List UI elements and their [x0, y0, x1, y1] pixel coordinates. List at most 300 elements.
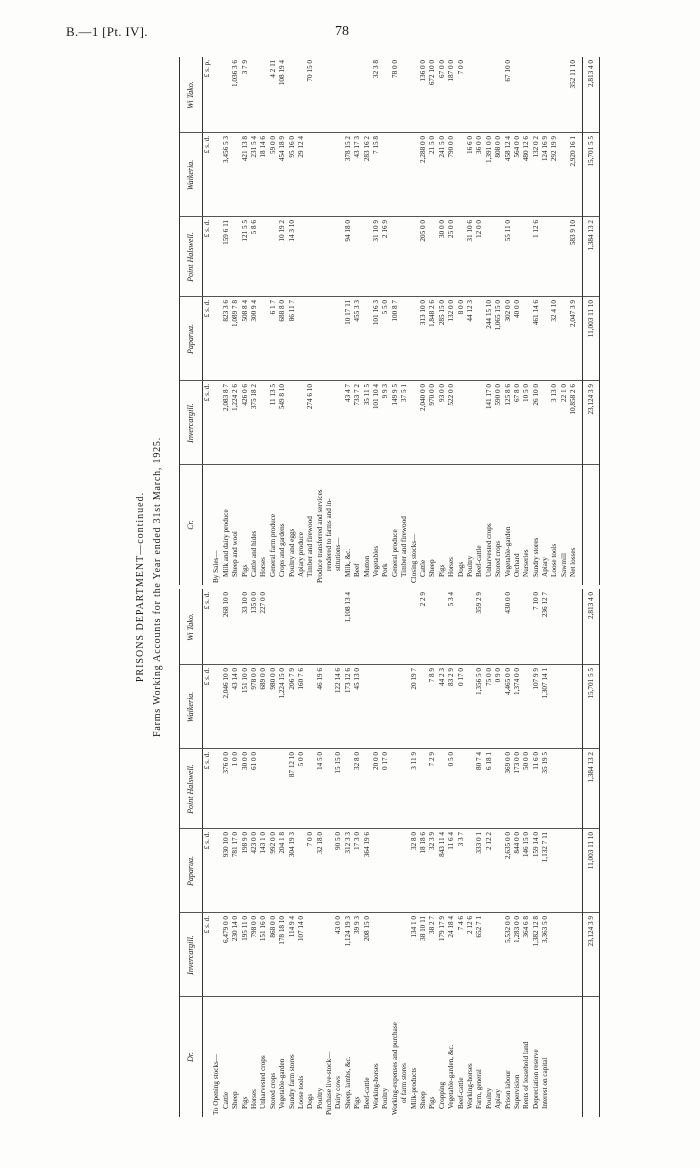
cell-value: 980 0 0 — [268, 668, 277, 690]
cell-value: 195 11 0 — [240, 916, 249, 941]
cell-value: 2,040 0 0 — [418, 384, 427, 411]
row-label: Unharvested crops — [259, 1055, 268, 1109]
cell-value: 86 11 7 — [287, 300, 296, 322]
cell-value: 7 10 0 — [531, 592, 540, 610]
cell-value: 564 0 0 — [512, 136, 521, 158]
cell-value: 206 7 9 — [287, 668, 296, 690]
cell-value: 108 19 4 — [278, 60, 287, 86]
cell-value: 1,089 7 8 — [231, 300, 240, 327]
cell-value: 14 5 0 — [315, 752, 324, 770]
table-row — [428, 589, 437, 1117]
units-row — [203, 57, 212, 585]
cell-value: 101 16 3 — [372, 300, 381, 326]
cell-value: 6 18 1 — [484, 752, 493, 770]
table-row — [241, 57, 250, 585]
cell-value: 160 7 6 — [296, 668, 305, 690]
cell-value: 5 5 0 — [381, 300, 390, 315]
cell-value: 36 0 0 — [475, 136, 484, 154]
row-label: Poultry and eggs — [287, 528, 296, 577]
cell-value: 376 0 0 — [221, 752, 230, 774]
total-value: 11,003 11 10 — [587, 300, 595, 338]
cell-value: 14 3 10 — [287, 220, 296, 242]
cell-value: 11 6 0 — [531, 752, 540, 770]
cell-value: 125 8 6 — [503, 384, 512, 406]
unit-label: £ s. d. — [203, 916, 211, 934]
cell-value: 970 0 0 — [428, 384, 437, 406]
cell-value: 44 2 3 — [437, 668, 446, 686]
cell-value: 1,108 13 4 — [343, 592, 352, 623]
cell-value: 930 10 0 — [221, 832, 230, 858]
cell-value: 236 12 7 — [541, 592, 550, 618]
cell-value: 1 12 6 — [531, 220, 540, 238]
row-label: rendered to farms and in- — [325, 498, 334, 571]
table-row — [269, 57, 278, 585]
cell-value: 733 7 2 — [353, 384, 362, 406]
cell-value: 1,065 15 0 — [494, 300, 503, 331]
cell-value: 20 19 7 — [409, 668, 418, 690]
table-row — [504, 57, 513, 585]
cell-value: 107 9 9 — [531, 668, 540, 690]
cell-value: 798 0 0 — [249, 916, 258, 938]
row-label: Depreciation reserve — [531, 1049, 540, 1109]
table-row — [400, 57, 409, 585]
table-row — [532, 57, 541, 585]
row-label: Orchard — [512, 553, 521, 577]
table-row — [222, 589, 231, 1117]
farms-accounts-table-area — [135, 57, 603, 1117]
cell-value: 55 11 0 — [503, 220, 512, 242]
cell-value: 2,047 3 9 — [569, 300, 578, 327]
cell-value: 122 14 6 — [334, 668, 343, 694]
table-row — [475, 57, 484, 585]
credit-header-row — [180, 57, 203, 585]
cell-value: 12 0 0 — [475, 220, 484, 238]
unit-label: £ s. d. — [203, 668, 211, 686]
cell-value: 32 3 8 — [372, 60, 381, 78]
cell-value: 132 0 2 — [531, 136, 540, 158]
cell-value: 121 5 5 — [240, 220, 249, 242]
cell-value: 522 0 0 — [447, 384, 456, 406]
cell-value: 2,635 0 0 — [503, 832, 512, 859]
cell-value: 75 0 0 — [484, 668, 493, 686]
cell-value: 205 0 0 — [418, 220, 427, 242]
table-row — [569, 57, 578, 585]
cell-value: 178 18 10 — [278, 916, 287, 945]
column-paparua: Paparua. — [186, 324, 195, 354]
cell-value: 208 15 0 — [362, 916, 371, 942]
table-row — [259, 57, 268, 585]
total-value: 11,003 11 10 — [587, 832, 595, 870]
table-row — [457, 589, 466, 1117]
cell-value: 15 15 0 — [334, 752, 343, 774]
table-row — [363, 57, 372, 585]
cell-value: 1,356 5 0 — [475, 668, 484, 695]
cell-value: 3,363 5 0 — [541, 916, 550, 943]
cell-value: 423 0 0 — [249, 832, 258, 854]
row-label: Beef-cattle — [456, 1077, 465, 1109]
row-label: General produce — [390, 529, 399, 577]
cell-value: 454 18 9 — [278, 136, 287, 162]
cell-value: 227 0 0 — [259, 592, 268, 614]
cell-value: 7 4 6 — [456, 916, 465, 931]
cell-value: 7 0 0 — [306, 832, 315, 847]
cell-value: 173 0 0 — [512, 752, 521, 774]
total-value: 1,384 13 2 — [587, 220, 595, 251]
unit-label: £ s. d. — [203, 220, 211, 238]
cell-value: 421 13 8 — [240, 136, 249, 162]
table-row — [372, 589, 381, 1117]
row-label: Sawmill — [559, 553, 568, 577]
row-label: Sheep — [418, 1091, 427, 1109]
cell-value: 1 0 0 — [231, 752, 240, 767]
row-label: Purchase live-stock— — [325, 1051, 334, 1115]
cell-value: 32 8 0 — [353, 752, 362, 770]
cell-value: 1,848 2 6 — [428, 300, 437, 327]
total-value: 2,813 4 0 — [587, 60, 595, 87]
table-row — [259, 589, 268, 1117]
cell-value: 2,083 8 7 — [221, 384, 230, 411]
cell-value: 87 12 10 — [287, 752, 296, 778]
table-row — [278, 589, 287, 1117]
row-label: Sheep — [231, 1091, 240, 1109]
cell-value: 132 0 0 — [447, 300, 456, 322]
table-row — [231, 57, 240, 585]
row-label: Pork — [381, 563, 390, 577]
column-point-halswell: Point Halswell. — [186, 764, 195, 814]
row-label: Farm, general — [475, 1069, 484, 1109]
cell-value: 114 9 4 — [287, 916, 296, 938]
cell-value: 7 0 0 — [456, 60, 465, 75]
cell-value: 312 3 3 — [343, 832, 352, 854]
row-label: Stored crops — [268, 1072, 277, 1109]
row-label: Unharvested crops — [484, 523, 493, 577]
total-value: 23,124 3 9 — [587, 916, 595, 947]
cell-value: 458 12 4 — [503, 136, 512, 162]
row-label: Beef-cattle — [475, 545, 484, 577]
cell-value: 43 14 0 — [231, 668, 240, 690]
cell-value: 24 18 4 — [447, 916, 456, 938]
cell-value: 304 19 3 — [287, 832, 296, 858]
cell-value: 0 17 0 — [381, 752, 390, 770]
cell-value: 3 3 7 — [456, 832, 465, 847]
cell-value: 11 13 5 — [268, 384, 277, 406]
cell-value: 461 14 6 — [531, 300, 540, 326]
cell-value: 844 0 0 — [512, 832, 521, 854]
units-row — [203, 589, 212, 1117]
table-row — [419, 589, 428, 1117]
cell-value: 18 14 6 — [259, 136, 268, 158]
cell-value: 107 14 0 — [296, 916, 305, 942]
cell-value: 231 5 4 — [249, 136, 258, 158]
cell-value: 992 0 0 — [268, 832, 277, 854]
cell-value: 672 10 0 — [428, 60, 437, 86]
table-row — [410, 57, 419, 585]
table-row — [222, 57, 231, 585]
cell-value: 2,920 16 1 — [569, 136, 578, 167]
cell-value: 10 17 11 — [343, 300, 352, 325]
document-reference: B.—1 [Pt. IV]. — [66, 24, 148, 39]
cell-value: 21 5 0 — [428, 136, 437, 154]
table-row — [428, 57, 437, 585]
cell-value: 20 0 0 — [372, 752, 381, 770]
cell-value: 1,036 3 6 — [231, 60, 240, 87]
cell-value: 5 8 6 — [249, 220, 258, 235]
row-label: Horses — [259, 557, 268, 577]
row-label: Pigs — [437, 564, 446, 577]
account-subtitle: Farms Working Accounts for the Year ended 31st March, 1925. — [152, 436, 163, 738]
table-row — [306, 57, 315, 585]
cell-value: 0 17 0 — [456, 668, 465, 686]
cell-value: 136 0 0 — [418, 60, 427, 82]
total-value: 15,701 5 5 — [587, 668, 595, 699]
cell-value: 688 8 0 — [278, 300, 287, 322]
table-row — [494, 589, 503, 1117]
table-row — [391, 57, 400, 585]
cell-value: 198 9 0 — [240, 832, 249, 854]
cell-value: 67 10 0 — [503, 60, 512, 82]
table-row — [513, 589, 522, 1117]
row-label: Interest on capital — [541, 1057, 550, 1109]
cell-value: 149 9 5 — [390, 384, 399, 406]
cell-value: 187 0 0 — [447, 60, 456, 82]
cell-value: 359 2 9 — [475, 592, 484, 614]
cell-value: 32 4 10 — [550, 300, 559, 322]
cell-value: 135 0 0 — [249, 592, 258, 614]
table-row — [485, 589, 494, 1117]
cell-value: 1,124 19 3 — [343, 916, 352, 947]
cell-value: 17 3 0 — [353, 832, 362, 850]
cell-value: 790 0 0 — [447, 136, 456, 158]
cell-value: 549 8 10 — [278, 384, 287, 410]
cell-value: 3 13 0 — [550, 384, 559, 402]
table-row — [381, 589, 390, 1117]
cell-value: 430 0 0 — [503, 592, 512, 614]
cell-value: 30 0 0 — [240, 752, 249, 770]
cell-value: 10 5 0 — [522, 384, 531, 402]
row-label: Net losses — [569, 547, 578, 577]
column-waikeria: Waikeria. — [186, 691, 195, 723]
cell-value: 94 18 0 — [343, 220, 352, 242]
cell-value: 978 0 0 — [249, 668, 258, 690]
row-label: Mutton — [362, 555, 371, 577]
unit-label: £ s. d. — [203, 300, 211, 318]
table-row — [447, 589, 456, 1117]
table-row — [353, 57, 362, 585]
cell-value: 11 6 4 — [447, 832, 456, 850]
row-label: Apiary — [541, 557, 550, 577]
row-label: To Opening stocks— — [212, 1054, 221, 1115]
cell-value: 843 11 4 — [437, 832, 446, 857]
cell-value: 46 19 6 — [315, 668, 324, 690]
row-label: of farm stores — [400, 1063, 409, 1103]
column-invercargill: Invercargill. — [186, 403, 195, 443]
table-row — [344, 589, 353, 1117]
row-label: Working-horses — [465, 1063, 474, 1109]
table-row — [278, 57, 287, 585]
cell-value: 100 8 7 — [390, 300, 399, 322]
cell-value: 274 6 10 — [306, 384, 315, 410]
table-row — [513, 57, 522, 585]
cell-value: 204 1 8 — [278, 832, 287, 854]
table-row — [419, 57, 428, 585]
unit-label: £ s. d. — [203, 832, 211, 850]
table-row — [372, 57, 381, 585]
row-label: Poultry — [484, 1087, 493, 1109]
cell-value: 67 8 0 — [512, 384, 521, 402]
cell-value: 364 6 8 — [522, 916, 531, 938]
cell-value: 7 15 8 — [372, 136, 381, 154]
row-label: Horses — [249, 1089, 258, 1109]
row-label: By Sales— — [212, 550, 221, 583]
row-label: Stored crops — [494, 540, 503, 577]
cell-value: 10 19 2 — [278, 220, 287, 242]
cell-value: 1,307 14 1 — [541, 668, 550, 699]
cell-value: 70 15 0 — [306, 60, 315, 82]
cell-value: 33 10 0 — [240, 592, 249, 614]
cell-value: 45 13 0 — [353, 668, 362, 690]
cell-value: 40 0 0 — [512, 300, 521, 318]
total-value: 2,813 4 0 — [587, 592, 595, 619]
cell-value: 2,288 0 0 — [418, 136, 427, 163]
cell-value: 32 18 0 — [315, 832, 324, 854]
column-wi-tako: Wi Tako. — [186, 613, 195, 641]
cell-value: 83 2 9 — [447, 668, 456, 686]
total-value: 23,124 3 9 — [587, 384, 595, 415]
cell-value: 159 14 0 — [531, 832, 540, 858]
table-row — [297, 57, 306, 585]
row-label: Vegetable-garden — [278, 1058, 287, 1109]
cell-value: 32 8 0 — [409, 832, 418, 850]
table-row — [269, 589, 278, 1117]
cell-value: 781 17 0 — [231, 832, 240, 858]
cell-value: 268 10 0 — [221, 592, 230, 618]
table-row — [466, 57, 475, 585]
cell-value: 1,374 0 0 — [512, 668, 521, 695]
table-row — [400, 589, 409, 1117]
cell-value: 151 10 0 — [240, 668, 249, 694]
cell-value: 285 15 0 — [437, 300, 446, 326]
cell-value: 38 2 7 — [428, 916, 437, 934]
row-label: Sheep — [428, 559, 437, 577]
department-title: PRISONS DEPARTMENT—continued. — [135, 491, 146, 683]
cell-value: 10,858 2 6 — [569, 384, 578, 415]
cell-value: 146 15 0 — [522, 832, 531, 858]
row-label: Apiary produce — [296, 532, 305, 577]
table-row — [485, 57, 494, 585]
cell-value: 4,465 0 0 — [503, 668, 512, 695]
column-paparua: Paparua. — [186, 856, 195, 886]
table-row — [344, 57, 353, 585]
row-label: Poultry — [381, 1087, 390, 1109]
table-row — [541, 57, 550, 585]
row-label: Loose tools — [296, 1075, 305, 1109]
cell-value: 3,456 5 3 — [221, 136, 230, 163]
cell-value: 455 3 3 — [353, 300, 362, 322]
row-label: Milk-products — [409, 1067, 418, 1109]
table-row — [334, 589, 343, 1117]
row-label: Dogs — [306, 1093, 315, 1109]
column-wi-tako: Wi Tako. — [186, 81, 195, 109]
table-row — [494, 57, 503, 585]
cell-value: 0 9 0 — [494, 668, 503, 683]
cell-value: 151 16 0 — [259, 916, 268, 942]
table-row — [212, 589, 221, 1117]
table-row — [466, 589, 475, 1117]
cell-value: 302 0 0 — [503, 300, 512, 322]
row-label: Prison labour — [503, 1070, 512, 1109]
cell-value: 141 17 0 — [484, 384, 493, 410]
row-label: Timber and firewood — [306, 516, 315, 577]
cell-value: 652 7 1 — [475, 916, 484, 938]
credit-rows — [203, 57, 579, 585]
row-label: Vegetable-garden — [503, 526, 512, 577]
cell-value: 38 10 11 — [418, 916, 427, 941]
cell-value: 18 18 6 — [418, 832, 427, 854]
table-row — [334, 57, 343, 585]
row-label: Crops and gardens — [278, 523, 287, 577]
cell-value: 292 19 9 — [550, 136, 559, 162]
cell-value: 43 17 3 — [353, 136, 362, 158]
cell-value: 480 12 6 — [522, 136, 531, 162]
row-label: Loose tools — [550, 543, 559, 577]
cell-value: 364 19 6 — [362, 832, 371, 858]
table-row — [457, 57, 466, 585]
cell-value: 43 0 0 — [334, 916, 343, 934]
table-row — [353, 589, 362, 1117]
cell-value: 37 5 1 — [400, 384, 409, 402]
cell-value: 32 3 9 — [428, 832, 437, 850]
cell-value: 16 6 0 — [465, 136, 474, 154]
cell-value: 1,224 15 0 — [278, 668, 287, 699]
cell-value: 39 9 3 — [353, 916, 362, 934]
cell-value: 143 1 0 — [259, 832, 268, 854]
cell-value: 2 16 9 — [381, 220, 390, 238]
unit-label: £ s. d. — [203, 752, 211, 770]
table-row — [250, 57, 259, 585]
table-row — [381, 57, 390, 585]
column-point-halswell: Point Halswell. — [186, 232, 195, 282]
table-row — [522, 57, 531, 585]
row-label: Rents of leasehold land — [522, 1041, 531, 1109]
row-label: Pigs — [428, 1096, 437, 1109]
cell-value: 5 0 0 — [296, 752, 305, 767]
table-row — [250, 589, 259, 1117]
cell-value: 3 7 9 — [240, 60, 249, 75]
row-label: Working-expenses and purchase — [390, 1022, 399, 1115]
table-row — [475, 589, 484, 1117]
debit-heading: Dr. — [186, 1052, 195, 1063]
cell-value: 590 0 0 — [494, 384, 503, 406]
debit-totals-row — [582, 589, 600, 1117]
cell-value: 378 15 2 — [343, 136, 352, 162]
cell-value: 29 12 4 — [296, 136, 305, 158]
cell-value: 5 3 4 — [447, 592, 456, 607]
table-row — [363, 589, 372, 1117]
table-row — [288, 589, 297, 1117]
cell-value: 2 12 6 — [465, 916, 474, 934]
cell-value: 35 11 5 — [362, 384, 371, 406]
cell-value: 31 10 6 — [465, 220, 474, 242]
total-value: 1,384 13 2 — [587, 752, 595, 783]
row-label: Supervision — [512, 1074, 521, 1109]
credit-table — [179, 57, 600, 585]
cell-value: 313 10 0 — [418, 300, 427, 326]
row-label: Dairy cows — [334, 1076, 343, 1109]
table-row — [438, 589, 447, 1117]
cell-value: 1,382 12 8 — [531, 916, 540, 947]
debit-header-row — [180, 589, 203, 1117]
row-label: Nurseries — [522, 549, 531, 577]
